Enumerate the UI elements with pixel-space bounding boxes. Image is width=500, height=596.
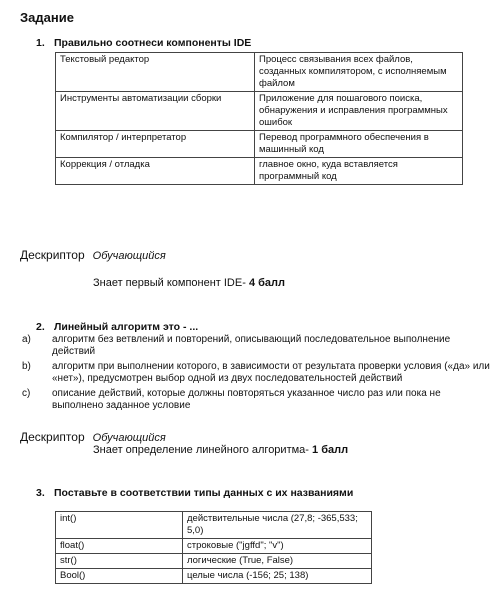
table-cell: float() [56, 539, 183, 554]
table-row [56, 131, 463, 158]
table-cell: Bool() [56, 569, 183, 584]
option-letter: a) [22, 334, 31, 345]
question-2-number: 2. [36, 321, 45, 333]
table-cell: Процесс связывания всех файлов, созданных компилятором, с исполняемым файлом [255, 53, 463, 92]
criterion-score: 1 балл [312, 444, 349, 456]
question-3-heading [36, 487, 353, 499]
descriptor-1 [20, 248, 166, 262]
table-row [56, 92, 463, 131]
question-2-heading [36, 321, 198, 333]
question-1-number: 1. [36, 37, 45, 49]
table-cell: действительные числа (27,8; -365,533; 5,0) [183, 512, 372, 539]
table-cell: str() [56, 554, 183, 569]
option-b [22, 361, 492, 385]
table-row [56, 554, 372, 569]
question-1-text: Правильно соотнеси компоненты IDE [54, 37, 252, 49]
descriptor-label: Дескриптор [20, 248, 85, 262]
option-c [22, 388, 492, 412]
table-cell: Инструменты автоматизации сборки [56, 92, 255, 131]
criterion-text: Знает определение линейного алгоритма- [93, 444, 309, 456]
option-text: описание действий, которые должны повторяться указанное число раз или пока не выполнено заданное условие [52, 388, 441, 411]
table-cell: строковые ("jgffd"; "v") [183, 539, 372, 554]
criterion-text: Знает первый компонент IDE- [93, 277, 246, 289]
option-letter: c) [22, 388, 31, 399]
ide-components-table [55, 52, 463, 185]
table-row [56, 569, 372, 584]
table-cell: Коррекция / отладка [56, 158, 255, 185]
table-cell: Компилятор / интерпретатор [56, 131, 255, 158]
descriptor-2 [20, 430, 166, 444]
question-1-heading [36, 37, 251, 49]
table-row [56, 53, 463, 92]
page-title: Задание [20, 10, 74, 25]
descriptor-1-criterion [93, 277, 285, 289]
descriptor-sub: Обучающийся [92, 432, 166, 444]
option-text: алгоритм без ветвлений и повторений, описывающий последовательное выполнение действий [52, 334, 451, 357]
question-3-text: Поставьте в соответствии типы данных с их названиями [54, 487, 354, 499]
question-3-number: 3. [36, 487, 45, 499]
data-types-table [55, 511, 372, 584]
table-row [56, 512, 372, 539]
question-2-text: Линейный алгоритм это - ... [54, 321, 199, 333]
option-text: алгоритм при выполнении которого, в зависимости от результата проверки условия («да» или «нет»), предусмотрен выбор одной из двух последовательностей действий [52, 361, 490, 384]
table-cell: главное окно, куда вставляется программный код [255, 158, 463, 185]
option-letter: b) [22, 361, 31, 372]
table-row [56, 158, 463, 185]
option-a [22, 334, 492, 358]
table-cell: целые числа (-156; 25; 138) [183, 569, 372, 584]
table-cell: логические (True, False) [183, 554, 372, 569]
table-cell: Приложение для пошагового поиска, обнаружения и исправления программных ошибок [255, 92, 463, 131]
table-cell: Текстовый редактор [56, 53, 255, 92]
descriptor-sub: Обучающийся [92, 250, 166, 262]
criterion-score: 4 балл [248, 277, 286, 289]
descriptor-label: Дескриптор [20, 430, 85, 444]
table-row [56, 539, 372, 554]
table-cell: int() [56, 512, 183, 539]
descriptor-2-criterion [93, 444, 348, 456]
table-cell: Перевод программного обеспечения в машинный код [255, 131, 463, 158]
